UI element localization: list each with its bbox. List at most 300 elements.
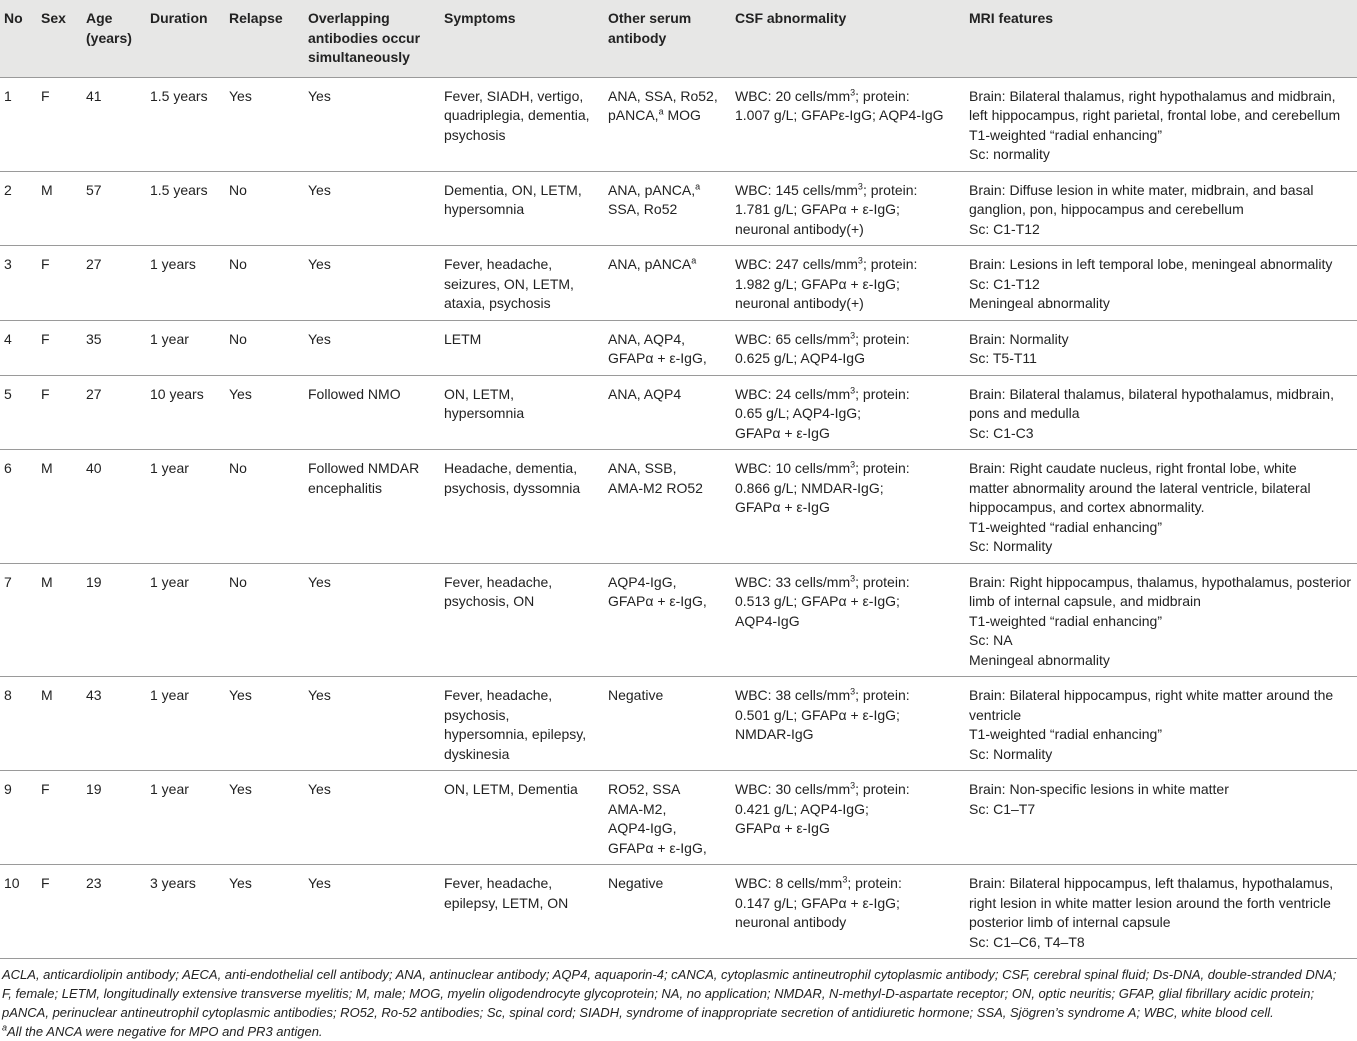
cell-line: matter abnormality around the lateral ventricle, bilateral: [969, 479, 1311, 496]
cell-line: 0.513 g/L; GFAPα + ε-IgG;: [735, 593, 900, 609]
cell-no: [0, 246, 37, 321]
footnote-line: $^a$All the ANCA were negative for MPO and PR3 antigen.: [2, 1022, 323, 1039]
table-row: [0, 865, 1357, 959]
cell-line: Negative: [608, 687, 664, 703]
cell-age: [82, 375, 146, 450]
table-footnote: [0, 959, 1357, 1041]
cell-line: AQP4-IgG,: [608, 820, 677, 836]
header-line: Other serum: [608, 10, 692, 26]
cell-overlapping: [304, 563, 440, 677]
cell-sex: [37, 450, 82, 564]
table-row: [0, 246, 1357, 321]
cell-other-serum-antibody: [604, 865, 731, 959]
cell-other-serum-antibody: [604, 677, 731, 771]
cell-symptoms: [440, 246, 604, 321]
cell-line: GFAPα + ε-IgG,: [608, 350, 707, 366]
cell-line: 57: [86, 181, 102, 198]
cell-overlapping: [304, 677, 440, 771]
cell-line: 1.982 g/L; GFAPα + ε-IgG;: [735, 275, 900, 292]
cell-line: pANCA,$^a$ MOG: [608, 106, 701, 123]
footnote-line: ACLA, anticardiolipin antibody; AECA, anti-endothelial cell antibody; ANA, antinuclear antibody; AQP4, aquaporin-4; cANCA, cytoplasmic antineutrophil cytoplasmic antibody; CSF, cerebral spinal fluid; Ds-DNA, double-stranded DNA;: [2, 967, 1337, 982]
cell-line: 0.866 g/L; NMDAR-IgG;: [735, 479, 884, 496]
cell-overlapping: [304, 320, 440, 375]
cell-line: ganglion, pon, hippocampus and cerebellum: [969, 201, 1244, 217]
cell-line: 43: [86, 687, 102, 703]
column-header-no: [0, 0, 37, 77]
cell-csf-abnormality: [731, 771, 965, 865]
cell-mri-features: [965, 865, 1357, 959]
cell-age: [82, 563, 146, 677]
cell-line: posterior limb of internal capsule: [969, 914, 1171, 930]
cell-line: F: [41, 330, 50, 347]
cell-line: 1 year: [150, 687, 189, 703]
cell-duration: [146, 563, 225, 677]
cell-mri-features: [965, 246, 1357, 321]
cell-age: [82, 865, 146, 959]
cell-duration: [146, 320, 225, 375]
cell-line: ANA, AQP4,: [608, 330, 686, 347]
cell-line: 27: [86, 385, 102, 402]
cell-sex: [37, 320, 82, 375]
cell-relapse: [225, 563, 304, 677]
cell-line: WBC: 38 cells/$mm^3$; protein:: [735, 686, 910, 703]
cell-line: WBC: 20 cells/$mm^3$; protein:: [735, 86, 910, 104]
cell-line: Yes: [229, 875, 252, 891]
cell-line: 6: [4, 460, 12, 476]
cell-line: Brain: Lesions in left temporal lobe, meningeal abnormality: [969, 256, 1333, 272]
cell-line: hypersomnia, epilepsy,: [444, 726, 587, 742]
cell-line: Yes: [308, 687, 331, 703]
cell-symptoms: [440, 450, 604, 564]
cell-duration: [146, 246, 225, 321]
table-row: [0, 171, 1357, 246]
cell-other-serum-antibody: [604, 450, 731, 564]
cell-line: WBC: 33 cells/$mm^3$; protein:: [735, 572, 910, 590]
cell-line: Fever, headache,: [444, 875, 553, 891]
column-header-mri-features: [965, 0, 1357, 77]
header-line: (years): [86, 29, 132, 46]
cell-other-serum-antibody: [604, 771, 731, 865]
cell-line: Brain: Bilateral hippocampus, right white matter around the: [969, 687, 1334, 703]
cell-symptoms: [440, 375, 604, 450]
cell-line: F: [41, 875, 50, 891]
cell-line: Yes: [308, 875, 331, 891]
cell-line: Sc: C1–C6, T4–T8: [969, 933, 1085, 950]
cell-line: GFAPα + ε-IgG: [735, 424, 830, 441]
cell-line: AMA-M2 RO52: [608, 479, 703, 496]
table-row: [0, 563, 1357, 677]
cell-line: psychosis,: [444, 706, 510, 723]
header-line: Relapse: [229, 10, 283, 26]
cell-line: 0.501 g/L; GFAPα + ε-IgG;: [735, 706, 900, 723]
cell-other-serum-antibody: [604, 563, 731, 677]
cell-line: Yes: [308, 181, 331, 198]
cell-line: ataxia, psychosis: [444, 295, 551, 311]
cell-line: No: [229, 460, 247, 476]
cell-no: [0, 563, 37, 677]
cell-line: RO52, SSA: [608, 781, 681, 797]
cell-line: 0.65 g/L; AQP4-IgG;: [735, 405, 862, 421]
header-line: No: [4, 10, 23, 26]
cell-age: [82, 77, 146, 171]
cell-line: WBC: 24 cells/$mm^3$; protein:: [735, 384, 910, 402]
cell-csf-abnormality: [731, 246, 965, 321]
cell-line: 8: [4, 687, 12, 703]
cell-line: limb of internal capsule, and midbrain: [969, 593, 1201, 609]
cell-relapse: [225, 320, 304, 375]
cell-symptoms: [440, 865, 604, 959]
cell-line: hippocampus, and cortex abnormality.: [969, 499, 1205, 515]
cell-line: quadriplegia, dementia,: [444, 107, 590, 123]
cell-csf-abnormality: [731, 563, 965, 677]
cell-line: ON, LETM, Dementia: [444, 781, 578, 797]
cell-line: 10 years: [150, 385, 204, 402]
cell-line: T1-weighted “radial enhancing”: [969, 518, 1162, 535]
cell-duration: [146, 865, 225, 959]
cell-line: Sc: C1-T12: [969, 275, 1040, 292]
footnote-line: F, female; LETM, longitudinally extensive transverse myelitis; M, male; MOG, myelin oligodendrocyte glycoprotein; NA, no application; NMDAR, N-methyl-D-aspartate receptor; ON, optic neuritis; GFAP, glial fibrillary acidic protein;: [2, 986, 1315, 1001]
cell-age: [82, 677, 146, 771]
cell-line: encephalitis: [308, 479, 382, 496]
cell-csf-abnormality: [731, 375, 965, 450]
cell-duration: [146, 677, 225, 771]
cell-line: LETM: [444, 330, 482, 347]
cell-no: [0, 77, 37, 171]
cell-relapse: [225, 375, 304, 450]
cell-mri-features: [965, 171, 1357, 246]
cell-line: GFAPα + ε-IgG,: [608, 839, 707, 856]
cell-line: 1.781 g/L; GFAPα + ε-IgG;: [735, 201, 900, 217]
cell-line: ANA, pANCA,$^a$: [608, 180, 701, 198]
cell-line: Fever, headache,: [444, 573, 553, 590]
cell-relapse: [225, 771, 304, 865]
cell-line: psychosis, dyssomnia: [444, 479, 581, 496]
cell-age: [82, 320, 146, 375]
cell-line: Brain: Non-specific lesions in white matter: [969, 781, 1229, 797]
cell-no: [0, 171, 37, 246]
cell-line: WBC: 145 cells/$mm^3$; protein:: [735, 180, 918, 198]
cell-other-serum-antibody: [604, 246, 731, 321]
table-row: [0, 450, 1357, 564]
cell-line: ANA, pANCA$^a$: [608, 255, 697, 272]
cell-line: 41: [86, 87, 102, 104]
header-line: Age: [86, 10, 113, 26]
cell-line: Sc: Normality: [969, 538, 1053, 554]
cell-line: neuronal antibody: [735, 914, 847, 930]
cell-line: 40: [86, 460, 102, 476]
cell-sex: [37, 375, 82, 450]
cell-line: F: [41, 781, 50, 797]
cell-line: Followed NMO: [308, 385, 401, 402]
cell-line: left hippocampus, right parietal, frontal lobe, and cerebellum: [969, 107, 1341, 123]
cell-line: GFAPα + ε-IgG,: [608, 593, 707, 609]
cell-line: 1.007 g/L; GFAPε-IgG; AQP4-IgG: [735, 107, 944, 123]
cell-line: Dementia, ON, LETM,: [444, 181, 582, 198]
cell-relapse: [225, 171, 304, 246]
cell-line: 0.421 g/L; AQP4-IgG;: [735, 800, 869, 817]
cell-line: 1 years: [150, 256, 196, 272]
cell-line: Meningeal abnormality: [969, 295, 1110, 311]
cell-line: pons and medulla: [969, 405, 1080, 421]
cell-csf-abnormality: [731, 171, 965, 246]
cell-line: Headache, dementia,: [444, 460, 578, 476]
cell-line: 1.5 years: [150, 181, 208, 198]
cell-csf-abnormality: [731, 865, 965, 959]
header-line: MRI features: [969, 10, 1054, 26]
cell-line: Brain: Bilateral thalamus, bilateral hypothalamus, midbrain,: [969, 385, 1334, 402]
cell-other-serum-antibody: [604, 171, 731, 246]
cell-line: F: [41, 385, 50, 402]
cell-line: Sc: C1-T12: [969, 220, 1040, 237]
cell-line: Yes: [308, 330, 331, 347]
cell-mri-features: [965, 677, 1357, 771]
cell-sex: [37, 563, 82, 677]
cell-duration: [146, 771, 225, 865]
cell-line: ON, LETM,: [444, 385, 515, 402]
column-header-sex: [37, 0, 82, 77]
cell-line: AQP4-IgG,: [608, 573, 677, 590]
cell-mri-features: [965, 450, 1357, 564]
cell-line: Sc: C1–T7: [969, 800, 1036, 817]
cell-no: [0, 865, 37, 959]
cell-line: ventricle: [969, 706, 1022, 723]
cell-mri-features: [965, 375, 1357, 450]
cell-line: 1 year: [150, 330, 189, 347]
table-body: [0, 77, 1357, 959]
cell-no: [0, 771, 37, 865]
cell-other-serum-antibody: [604, 320, 731, 375]
cell-csf-abnormality: [731, 450, 965, 564]
cell-line: 27: [86, 256, 102, 272]
cell-symptoms: [440, 171, 604, 246]
cell-line: psychosis: [444, 126, 506, 143]
cell-line: WBC: 30 cells/$mm^3$; protein:: [735, 780, 910, 797]
cell-line: epilepsy, LETM, ON: [444, 894, 569, 911]
cell-line: AMA-M2,: [608, 800, 667, 817]
cell-duration: [146, 450, 225, 564]
header-line: antibodies occur: [308, 29, 421, 46]
cell-line: 3: [4, 256, 12, 272]
cell-line: 0.625 g/L; AQP4-IgG: [735, 350, 865, 366]
cell-line: 1 year: [150, 573, 189, 590]
cell-line: No: [229, 573, 247, 590]
cell-line: Sc: C1-C3: [969, 424, 1034, 441]
header-row: [0, 0, 1357, 77]
cell-line: WBC: 247 cells/$mm^3$; protein:: [735, 255, 918, 272]
cell-overlapping: [304, 450, 440, 564]
column-header-csf-abnormality: [731, 0, 965, 77]
cell-mri-features: [965, 771, 1357, 865]
column-header-overlapping: [304, 0, 440, 77]
cell-age: [82, 771, 146, 865]
cell-overlapping: [304, 77, 440, 171]
column-header-relapse: [225, 0, 304, 77]
cell-symptoms: [440, 677, 604, 771]
cell-line: ANA, SSA, Ro52,: [608, 87, 718, 104]
cell-line: M: [41, 687, 53, 703]
cell-line: NMDAR-IgG: [735, 726, 814, 742]
cell-line: Brain: Bilateral hippocampus, left thalamus, hypothalamus,: [969, 875, 1334, 891]
cell-line: 1.5 years: [150, 87, 208, 104]
cell-line: M: [41, 460, 53, 476]
cell-line: 4: [4, 330, 12, 347]
cell-symptoms: [440, 320, 604, 375]
cell-line: Sc: T5-T11: [969, 350, 1037, 366]
cell-overlapping: [304, 771, 440, 865]
cell-line: Yes: [308, 87, 331, 104]
header-line: Duration: [150, 10, 208, 26]
cell-line: M: [41, 573, 53, 590]
cell-symptoms: [440, 77, 604, 171]
header-line: CSF abnormality: [735, 10, 847, 26]
cell-line: Yes: [308, 573, 331, 590]
cell-line: WBC: 8 cells/$mm^3$; protein:: [735, 874, 902, 891]
cell-sex: [37, 171, 82, 246]
cell-line: neuronal antibody(+): [735, 295, 864, 311]
cell-overlapping: [304, 246, 440, 321]
cell-no: [0, 450, 37, 564]
cell-line: 19: [86, 573, 102, 590]
header-line: antibody: [608, 29, 667, 46]
cell-relapse: [225, 677, 304, 771]
cell-mri-features: [965, 563, 1357, 677]
cell-line: GFAPα + ε-IgG: [735, 499, 830, 515]
cell-line: M: [41, 181, 53, 198]
cell-line: Brain: Diffuse lesion in white mater, midbrain, and basal: [969, 181, 1314, 198]
cell-line: 9: [4, 781, 12, 797]
cell-line: T1-weighted “radial enhancing”: [969, 126, 1162, 143]
cell-line: hypersomnia: [444, 405, 525, 421]
cell-line: Yes: [229, 87, 252, 104]
cell-line: hypersomnia: [444, 201, 525, 217]
cell-line: right lesion in white matter lesion around the forth ventricle: [969, 894, 1331, 911]
cell-line: ANA, AQP4: [608, 385, 682, 402]
header-line: simultaneously: [308, 49, 410, 65]
cell-duration: [146, 77, 225, 171]
cell-line: 10: [4, 875, 20, 891]
cell-line: T1-weighted “radial enhancing”: [969, 726, 1162, 742]
column-header-age: [82, 0, 146, 77]
column-header-duration: [146, 0, 225, 77]
table-row: [0, 320, 1357, 375]
cell-sex: [37, 246, 82, 321]
cell-line: 5: [4, 385, 12, 402]
cell-age: [82, 171, 146, 246]
table-header: [0, 0, 1357, 77]
table-row: [0, 677, 1357, 771]
cell-line: Meningeal abnormality: [969, 651, 1110, 668]
cell-duration: [146, 171, 225, 246]
header-line: Symptoms: [444, 10, 516, 26]
cell-symptoms: [440, 563, 604, 677]
cell-other-serum-antibody: [604, 375, 731, 450]
cell-line: 1 year: [150, 460, 189, 476]
header-line: Overlapping: [308, 10, 390, 26]
cell-line: 2: [4, 181, 12, 198]
cell-line: Yes: [308, 256, 331, 272]
cell-sex: [37, 77, 82, 171]
cell-line: T1-weighted “radial enhancing”: [969, 612, 1162, 629]
cell-overlapping: [304, 171, 440, 246]
cell-no: [0, 677, 37, 771]
cell-csf-abnormality: [731, 77, 965, 171]
table-row: [0, 77, 1357, 171]
cell-line: WBC: 65 cells/$mm^3$; protein:: [735, 329, 910, 347]
cell-line: 1: [4, 87, 12, 104]
cell-line: Yes: [308, 781, 331, 797]
cell-relapse: [225, 77, 304, 171]
cell-no: [0, 375, 37, 450]
cell-sex: [37, 865, 82, 959]
table-row: [0, 771, 1357, 865]
cell-line: F: [41, 87, 50, 104]
cell-line: GFAPα + ε-IgG: [735, 820, 830, 836]
cell-line: Fever, headache,: [444, 687, 553, 703]
cell-line: Fever, SIADH, vertigo,: [444, 87, 584, 104]
cell-line: ANA, SSB,: [608, 460, 677, 476]
cell-line: Brain: Right hippocampus, thalamus, hypothalamus, posterior: [969, 573, 1352, 590]
cell-line: 0.147 g/L; GFAPα + ε-IgG;: [735, 894, 900, 911]
cell-no: [0, 320, 37, 375]
cell-line: No: [229, 181, 247, 198]
cell-line: Sc: Normality: [969, 745, 1053, 762]
cell-overlapping: [304, 865, 440, 959]
cell-mri-features: [965, 320, 1357, 375]
cell-age: [82, 246, 146, 321]
cell-csf-abnormality: [731, 320, 965, 375]
cell-line: 7: [4, 573, 12, 590]
cell-line: Brain: Right caudate nucleus, right frontal lobe, white: [969, 460, 1297, 476]
cell-line: dyskinesia: [444, 745, 510, 762]
cell-line: 19: [86, 781, 102, 797]
cell-line: Negative: [608, 875, 664, 891]
cell-line: seizures, ON, LETM,: [444, 275, 574, 292]
cell-line: No: [229, 256, 247, 272]
cell-symptoms: [440, 771, 604, 865]
cell-line: Yes: [229, 687, 252, 703]
cell-line: SSA, Ro52: [608, 201, 678, 217]
cell-line: Followed NMDAR: [308, 460, 420, 476]
column-header-other-serum-antibody: [604, 0, 731, 77]
cell-line: neuronal antibody(+): [735, 220, 864, 237]
cell-line: F: [41, 256, 50, 272]
cell-line: Brain: Bilateral thalamus, right hypothalamus and midbrain,: [969, 87, 1336, 104]
cell-mri-features: [965, 77, 1357, 171]
header-line: Sex: [41, 10, 66, 26]
cell-line: WBC: 10 cells/$mm^3$; protein:: [735, 459, 910, 476]
cell-overlapping: [304, 375, 440, 450]
cell-csf-abnormality: [731, 677, 965, 771]
cell-line: 35: [86, 330, 102, 347]
cell-line: psychosis, ON: [444, 593, 535, 609]
cell-line: Fever, headache,: [444, 256, 553, 272]
cell-line: 23: [86, 875, 102, 891]
cell-duration: [146, 375, 225, 450]
cell-line: AQP4-IgG: [735, 612, 800, 629]
cell-relapse: [225, 450, 304, 564]
footnote-line: pANCA, perinuclear antineutrophil cytoplasmic antibodies; RO52, Ro-52 antibodies; Sc, spinal cord; SIADH, syndrome of inappropriate secretion of antidiuretic hormone; SSA, Sjögren’s syndrome A; WBC, white blood cell.: [2, 1005, 1274, 1020]
column-header-symptoms: [440, 0, 604, 77]
cell-line: 3 years: [150, 875, 196, 891]
cell-line: No: [229, 330, 247, 347]
table-row: [0, 375, 1357, 450]
cell-line: Sc: normality: [969, 146, 1050, 162]
cell-age: [82, 450, 146, 564]
cell-relapse: [225, 865, 304, 959]
cell-line: Yes: [229, 385, 252, 402]
cell-relapse: [225, 246, 304, 321]
cell-sex: [37, 677, 82, 771]
